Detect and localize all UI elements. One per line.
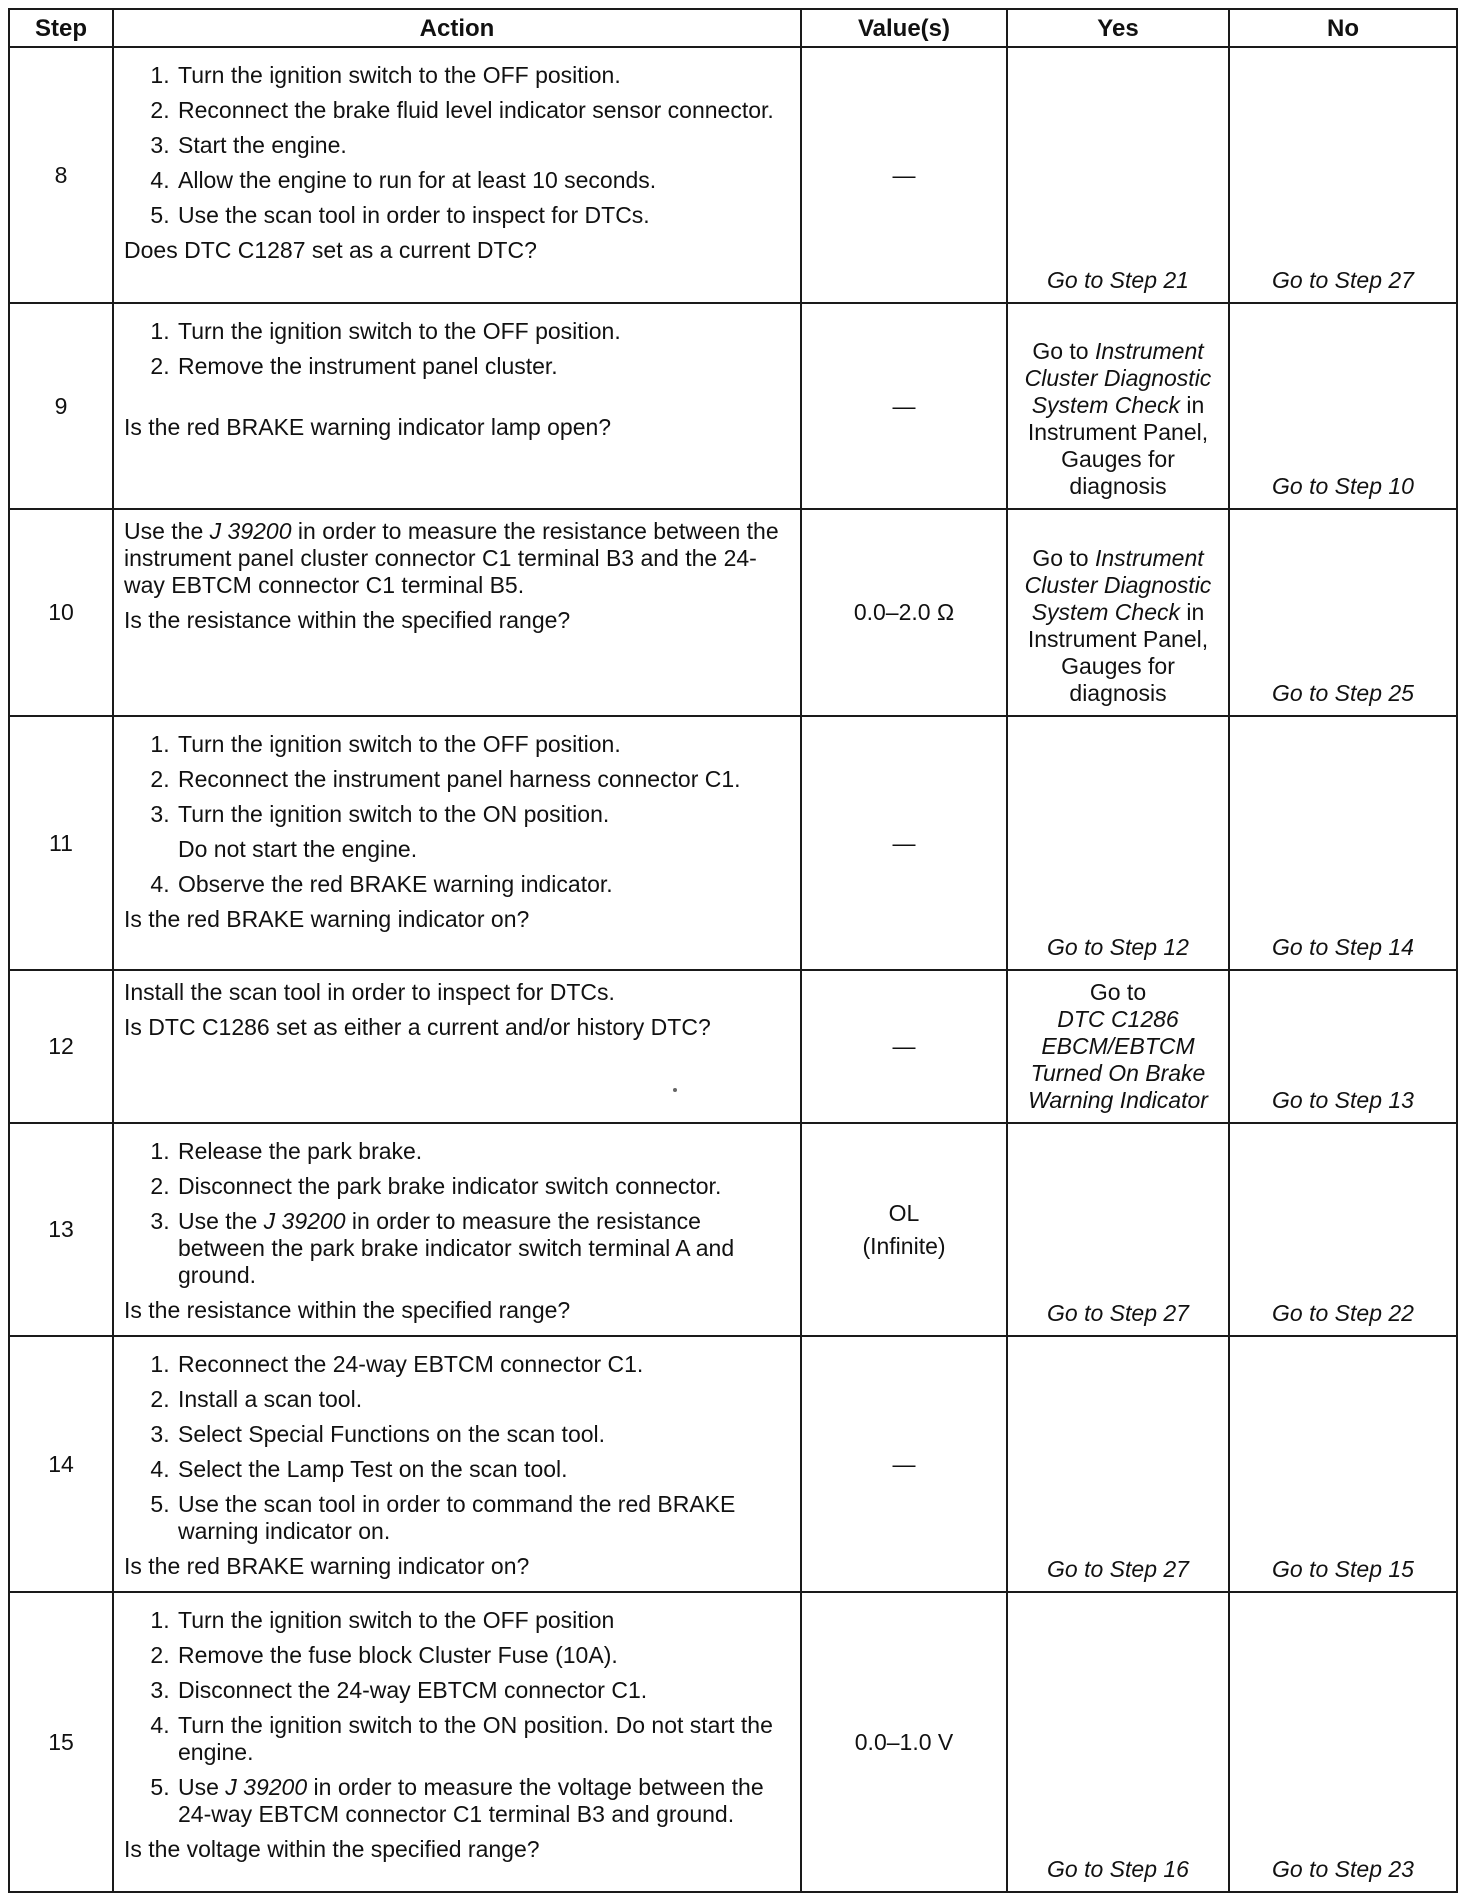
table-row xyxy=(9,716,1457,970)
list-item: 1. Release the park brake. xyxy=(176,1138,790,1165)
no-link: Go to Step 15 xyxy=(1272,1556,1414,1582)
step-number: 9 xyxy=(9,303,113,509)
value-cell: 0.0–1.0 V xyxy=(801,1592,1007,1892)
value-cell: — xyxy=(801,47,1007,303)
list-item: 2. Reconnect the instrument panel harness connector C1. xyxy=(176,766,790,793)
header-action: Action xyxy=(113,9,801,47)
action-cell xyxy=(113,1592,801,1892)
list-item: 4. Select the Lamp Test on the scan tool. xyxy=(176,1456,790,1483)
list-item: 3. Select Special Functions on the scan tool. xyxy=(176,1421,790,1448)
list-item-text: in order to measure the voltage between the 24-way EBTCM connector C1 terminal B3 and ground. xyxy=(178,1774,764,1827)
action-text xyxy=(124,518,790,599)
yes-cell xyxy=(1007,47,1229,303)
yes-cell xyxy=(1007,970,1229,1123)
table-row xyxy=(9,303,1457,509)
list-item-text: in order to measure the resistance between the park brake indicator switch terminal A and ground. xyxy=(178,1208,735,1288)
list-item: 4. Observe the red BRAKE warning indicator. xyxy=(176,871,790,898)
yes-reference: Instrument Cluster Diagnostic System Check xyxy=(1024,545,1212,625)
header-yes: Yes xyxy=(1007,9,1229,47)
value-cell: — xyxy=(801,303,1007,509)
list-item xyxy=(176,1208,790,1289)
list-item: 1. Turn the ignition switch to the OFF position. xyxy=(176,731,790,758)
action-cell xyxy=(113,1123,801,1336)
action-text-part: in order to measure the resistance between the instrument panel cluster connector C1 terminal B3 and the 24-way EBTCM connector C1 terminal B5. xyxy=(124,518,779,598)
yes-link: Go to Step 12 xyxy=(1047,934,1189,960)
yes-reference: DTC C1286 EBCM/EBTCM Turned On Brake Warning Indicator xyxy=(1028,1006,1208,1113)
list-item-text: Turn the ignition switch to the ON position. xyxy=(178,801,610,827)
action-list xyxy=(124,62,790,229)
no-cell xyxy=(1229,1123,1457,1336)
question-text: Is the red BRAKE warning indicator on? xyxy=(124,1553,530,1579)
no-cell xyxy=(1229,970,1457,1123)
list-item: 3. Start the engine. xyxy=(176,132,790,159)
list-item: 1. Turn the ignition switch to the OFF position. xyxy=(176,318,790,345)
step-number: 8 xyxy=(9,47,113,303)
value-cell: — xyxy=(801,1336,1007,1592)
yes-reference: Instrument Cluster Diagnostic System Check xyxy=(1024,338,1212,418)
no-link: Go to Step 14 xyxy=(1272,934,1414,960)
list-item-text: Use the xyxy=(178,1208,258,1234)
action-list xyxy=(124,731,790,898)
no-link: Go to Step 25 xyxy=(1272,680,1414,706)
question-text: Is DTC C1286 set as either a current and/or history DTC? xyxy=(124,1014,711,1040)
list-item: 4. Turn the ignition switch to the ON position. Do not start the engine. xyxy=(176,1712,790,1766)
diagnostic-table xyxy=(8,8,1458,1893)
tool-name: J 39200 xyxy=(209,518,292,544)
list-item: 2. Install a scan tool. xyxy=(176,1386,790,1413)
yes-prefix: Go to xyxy=(1032,545,1089,571)
action-cell xyxy=(113,970,801,1123)
no-link: Go to Step 13 xyxy=(1272,1087,1414,1113)
table-row xyxy=(9,1592,1457,1892)
yes-prefix: Go to xyxy=(1032,338,1089,364)
yes-cell xyxy=(1007,1336,1229,1592)
value-cell: 0.0–2.0 Ω xyxy=(801,509,1007,716)
no-cell xyxy=(1229,47,1457,303)
yes-cell xyxy=(1007,716,1229,970)
action-cell xyxy=(113,1336,801,1592)
question-text: Does DTC C1287 set as a current DTC? xyxy=(124,237,537,263)
yes-link: Go to Step 16 xyxy=(1047,1856,1189,1882)
list-item: 2. Reconnect the brake fluid level indicator sensor connector. xyxy=(176,97,790,124)
value-main: OL xyxy=(888,1199,920,1226)
yes-link: Go to Step 27 xyxy=(1047,1300,1189,1326)
no-link: Go to Step 10 xyxy=(1272,473,1414,499)
header-step: Step xyxy=(9,9,113,47)
list-item: 2. Remove the fuse block Cluster Fuse (10A). xyxy=(176,1642,790,1669)
action-list xyxy=(124,1607,790,1828)
action-list xyxy=(124,1351,790,1545)
no-cell xyxy=(1229,509,1457,716)
list-item: 1. Turn the ignition switch to the OFF position. xyxy=(176,62,790,89)
list-item: 2. Disconnect the park brake indicator switch connector. xyxy=(176,1173,790,1200)
action-text: Install the scan tool in order to inspect for DTCs. xyxy=(124,979,615,1005)
yes-suffix: in Instrument Panel, Gauges for diagnosis xyxy=(1027,392,1209,499)
action-cell xyxy=(113,47,801,303)
list-item: 5. Use the scan tool in order to command the red BRAKE warning indicator on. xyxy=(176,1491,790,1545)
table-row xyxy=(9,970,1457,1123)
step-number: 15 xyxy=(9,1592,113,1892)
value-cell: — xyxy=(801,970,1007,1123)
action-cell xyxy=(113,303,801,509)
spacer xyxy=(124,388,790,412)
action-list xyxy=(124,318,790,380)
scan-speck xyxy=(673,1088,677,1092)
no-link: Go to Step 23 xyxy=(1272,1856,1414,1882)
question-text: Is the resistance within the specified range? xyxy=(124,607,571,633)
yes-suffix: in Instrument Panel, Gauges for diagnosis xyxy=(1027,599,1209,706)
step-number: 10 xyxy=(9,509,113,716)
no-cell xyxy=(1229,1336,1457,1592)
yes-link: Go to Step 27 xyxy=(1047,1556,1189,1582)
tool-name: J 39200 xyxy=(225,1774,308,1800)
list-item-text: Use xyxy=(178,1774,219,1800)
list-item xyxy=(176,1774,790,1828)
question-text: Is the red BRAKE warning indicator on? xyxy=(124,906,530,932)
no-link: Go to Step 22 xyxy=(1272,1300,1414,1326)
yes-cell xyxy=(1007,509,1229,716)
action-cell xyxy=(113,716,801,970)
step-number: 11 xyxy=(9,716,113,970)
value-cell xyxy=(801,1123,1007,1336)
no-cell xyxy=(1229,303,1457,509)
list-item: 3. Disconnect the 24-way EBTCM connector C1. xyxy=(176,1677,790,1704)
list-item: 1. Reconnect the 24-way EBTCM connector C1. xyxy=(176,1351,790,1378)
no-cell xyxy=(1229,1592,1457,1892)
step-number: 13 xyxy=(9,1123,113,1336)
action-list xyxy=(124,1138,790,1289)
list-item: 5. Use the scan tool in order to inspect for DTCs. xyxy=(176,202,790,229)
list-item-note: Do not start the engine. xyxy=(178,836,418,862)
table-row xyxy=(9,47,1457,303)
yes-prefix: Go to xyxy=(1089,979,1147,1005)
action-text-part: Use the xyxy=(124,518,204,544)
yes-cell xyxy=(1007,303,1229,509)
action-cell xyxy=(113,509,801,716)
yes-cell xyxy=(1007,1592,1229,1892)
value-cell: — xyxy=(801,716,1007,970)
question-text: Is the resistance within the specified range? xyxy=(124,1297,571,1323)
list-item xyxy=(176,801,790,863)
header-no: No xyxy=(1229,9,1457,47)
no-link: Go to Step 27 xyxy=(1272,267,1414,293)
header-values: Value(s) xyxy=(801,9,1007,47)
list-item: 1. Turn the ignition switch to the OFF position xyxy=(176,1607,790,1634)
yes-cell xyxy=(1007,1123,1229,1336)
tool-name: J 39200 xyxy=(263,1208,346,1234)
step-number: 14 xyxy=(9,1336,113,1592)
step-number: 12 xyxy=(9,970,113,1123)
table-row xyxy=(9,1123,1457,1336)
table-row xyxy=(9,1336,1457,1592)
list-item: 2. Remove the instrument panel cluster. xyxy=(176,353,790,380)
value-sub: (Infinite) xyxy=(862,1232,946,1259)
table-header-row xyxy=(9,9,1457,47)
no-cell xyxy=(1229,716,1457,970)
table-row xyxy=(9,509,1457,716)
question-text: Is the voltage within the specified range? xyxy=(124,1836,540,1862)
question-text: Is the red BRAKE warning indicator lamp open? xyxy=(124,414,612,440)
yes-link: Go to Step 21 xyxy=(1047,267,1189,293)
list-item: 4. Allow the engine to run for at least 10 seconds. xyxy=(176,167,790,194)
